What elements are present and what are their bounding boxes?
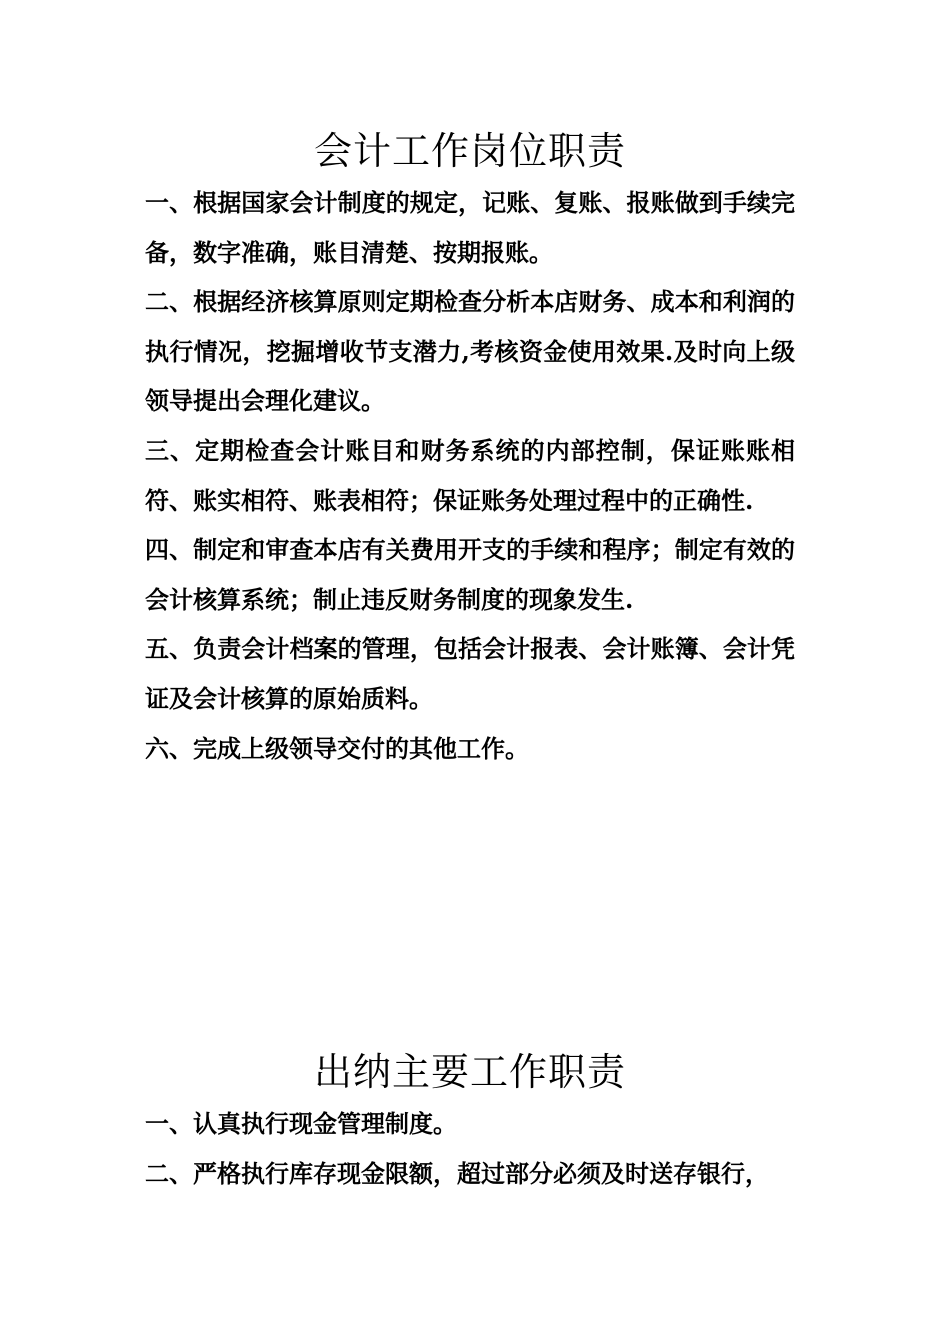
duty-list xyxy=(145,178,795,773)
section-title: 出纳主要工作职责 xyxy=(313,1050,626,1094)
duty-item: 六、完成上级领导交付的其他工作。 xyxy=(145,733,529,763)
duty-item: 一、根据国家会计制度的规定，记账、复账、报账做到手续完备，数字准确，账目清楚、按期报账。 xyxy=(145,188,795,267)
duty-list xyxy=(145,1099,795,1198)
section-title: 会计工作岗位职责 xyxy=(313,129,626,173)
duty-item: 二、严格执行库存现金限额，超过部分必须及时送存银行， xyxy=(145,1158,769,1188)
duty-item: 三、定期检查会计账目和财务系统的内部控制，保证账账相符、账实相符、账表相符；保证账务处理过程中的正确性. xyxy=(145,435,795,515)
accounting-duties-section xyxy=(145,124,795,773)
duty-item: 五、负责会计档案的管理，包括会计报表、会计账簿、会计凭证及会计核算的原始质料。 xyxy=(145,634,795,713)
cashier-duties-section xyxy=(145,1045,795,1198)
duty-item: 四、制定和审查本店有关费用开支的手续和程序；制定有效的会计核算系统；制止违反财务制度的现象发生. xyxy=(145,535,795,614)
duty-item: 一、认真执行现金管理制度。 xyxy=(145,1109,457,1138)
duty-item: 二、根据经济核算原则定期检查分析本店财务、成本和利润的执行情况，挖掘增收节支潜力,考核资金使用效果.及时向上级领导提出会理化建议。 xyxy=(145,287,795,416)
